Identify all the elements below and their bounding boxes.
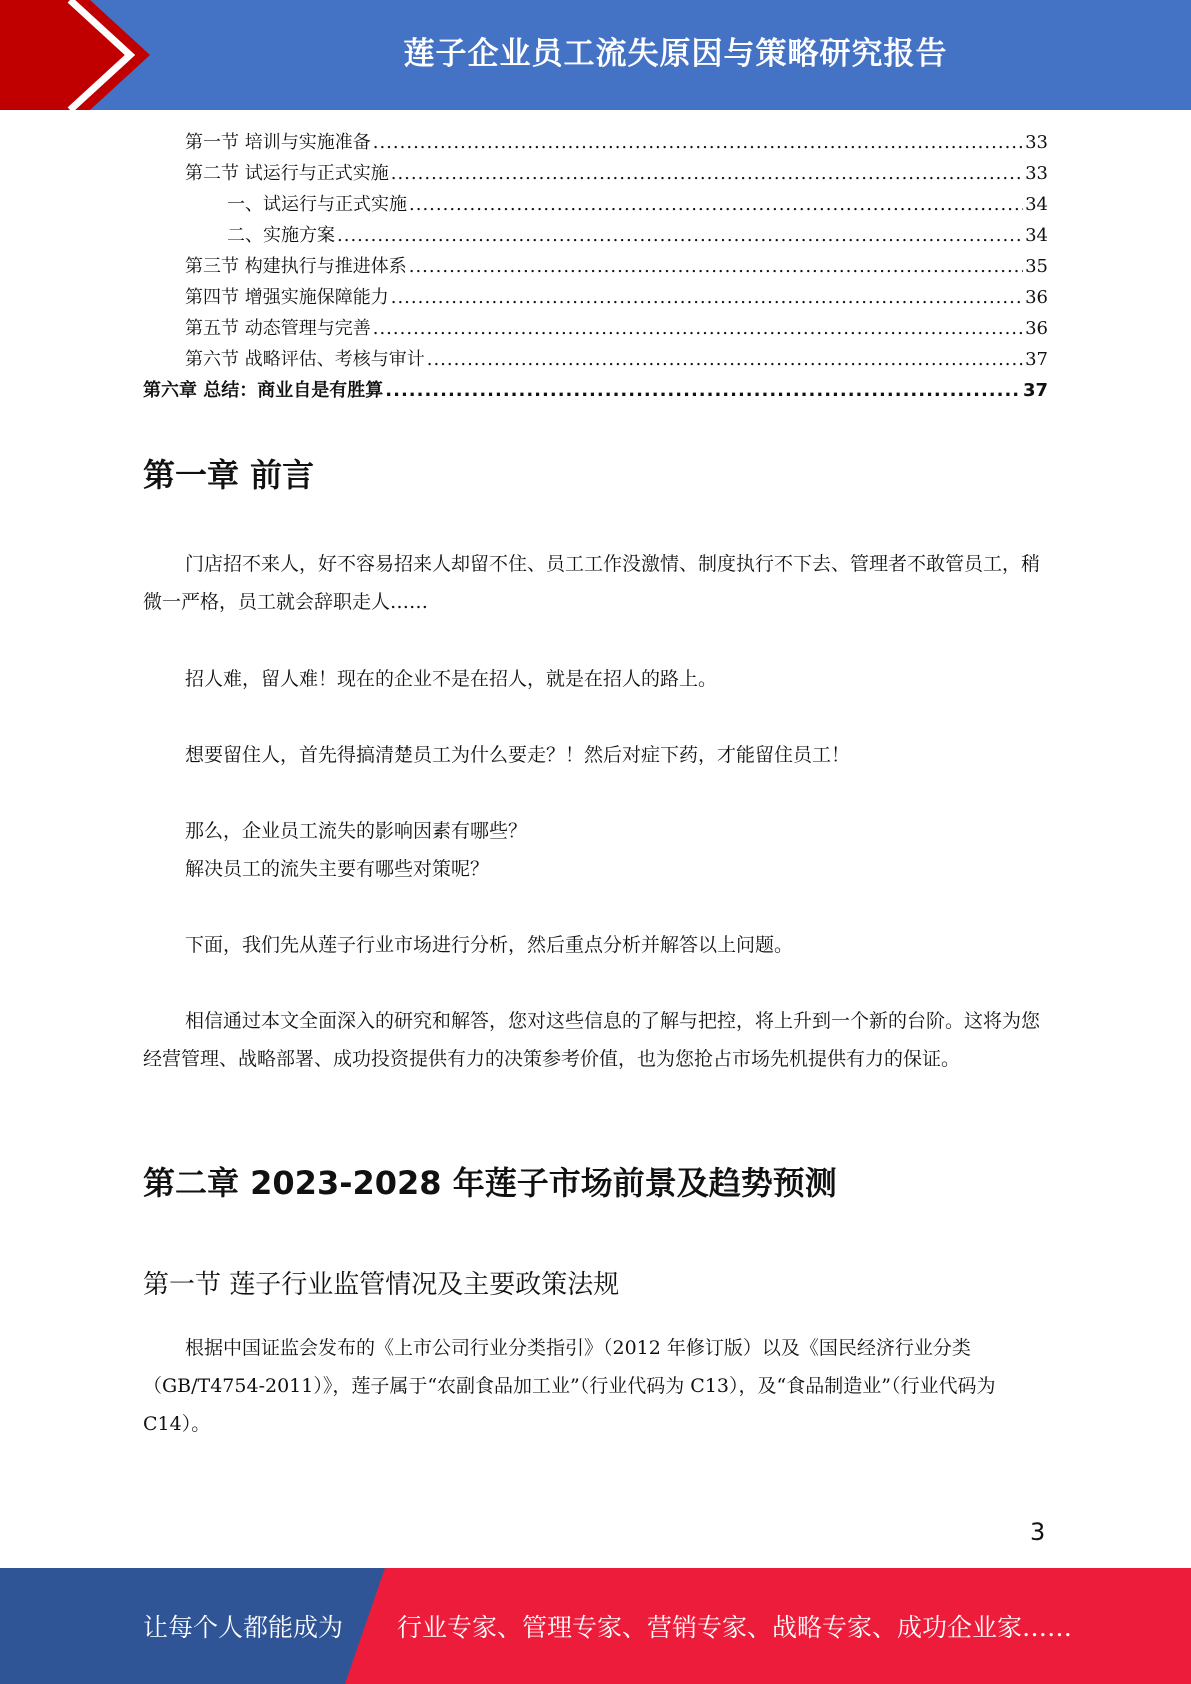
toc-leader-dots bbox=[337, 225, 1023, 246]
toc-entry-label: 一、试运行与正式实施 bbox=[227, 194, 407, 215]
toc-entry[interactable] bbox=[143, 128, 1048, 159]
toc-entry[interactable] bbox=[143, 314, 1048, 345]
toc-entry-label: 第二节 试运行与正式实施 bbox=[185, 163, 389, 184]
toc-entry-label: 第六节 战略评估、考核与审计 bbox=[185, 349, 425, 370]
toc-entry-page: 37 bbox=[1025, 349, 1048, 370]
body-paragraph: 相信通过本文全面深入的研究和解答，您对这些信息的了解与把控，将上升到一个新的台阶。这将为您经营管理、战略部署、成功投资提供有力的决策参考价值，也为您抢占市场先机提供有力的保证。 bbox=[143, 1010, 1041, 1070]
toc-entry-label: 二、实施方案 bbox=[227, 225, 335, 246]
page-footer bbox=[0, 1568, 1191, 1684]
toc-leader-dots bbox=[391, 163, 1023, 184]
toc-entry-label: 第六章 总结：商业自是有胜算 bbox=[143, 380, 384, 401]
body-paragraph: 解决员工的流失主要有哪些对策呢？ bbox=[185, 858, 490, 880]
toc-entry-label: 第一节 培训与实施准备 bbox=[185, 132, 371, 153]
toc-leader-dots bbox=[391, 287, 1023, 308]
toc-entry[interactable] bbox=[143, 159, 1048, 190]
toc-leader-dots bbox=[385, 380, 1021, 401]
body-paragraph: 下面，我们先从莲子行业市场进行分析，然后重点分析并解答以上问题。 bbox=[185, 934, 794, 956]
chapter-heading: 第一章 前言 bbox=[143, 456, 315, 494]
header-chevron-decoration bbox=[0, 0, 160, 110]
toc-entry[interactable] bbox=[143, 190, 1048, 221]
footer-slogan-right: 行业专家、管理专家、营销专家、战略专家、成功企业家…… bbox=[397, 1613, 1073, 1642]
footer-slogan-left: 让每个人都能成为 bbox=[143, 1613, 344, 1642]
toc-entry-label: 第五节 动态管理与完善 bbox=[185, 318, 371, 339]
toc-entry-page: 34 bbox=[1025, 194, 1048, 215]
section-heading: 第一节 莲子行业监管情况及主要政策法规 bbox=[143, 1270, 620, 1300]
toc-leader-dots bbox=[409, 194, 1023, 215]
toc-entry-label: 第四节 增强实施保障能力 bbox=[185, 287, 389, 308]
toc-leader-dots bbox=[373, 132, 1023, 153]
toc-entry-page: 35 bbox=[1025, 256, 1048, 277]
body-paragraph: 想要留住人，首先得搞清楚员工为什么要走？！然后对症下药，才能留住员工！ bbox=[185, 744, 851, 766]
chapter-heading: 第二章 2023-2028 年莲子市场前景及趋势预测 bbox=[143, 1164, 837, 1202]
toc-entry-page: 33 bbox=[1025, 163, 1048, 184]
toc-entry-chapter[interactable] bbox=[143, 376, 1048, 407]
body-paragraph: 门店招不来人，好不容易招来人却留不住、员工工作没激情、制度执行不下去、管理者不敢管员工，稍微一严格，员工就会辞职走人…… bbox=[143, 553, 1041, 613]
toc-entry-page: 37 bbox=[1022, 380, 1048, 401]
toc-entry[interactable] bbox=[143, 221, 1048, 252]
toc-entry[interactable] bbox=[143, 283, 1048, 314]
body-paragraph: 根据中国证监会发布的《上市公司行业分类指引》（2012 年修订版）以及《国民经济行业分类（GB/T4754-2011）》，莲子属于“农副食品加工业”（行业代码为 C13），及“食品制造业”（行业代码为 C14）。 bbox=[143, 1337, 996, 1435]
toc-entry-page: 33 bbox=[1025, 132, 1048, 153]
body-paragraph: 那么，企业员工流失的影响因素有哪些？ bbox=[185, 820, 528, 842]
table-of-contents bbox=[143, 128, 1048, 407]
toc-leader-dots bbox=[427, 349, 1023, 370]
toc-entry[interactable] bbox=[143, 345, 1048, 376]
toc-leader-dots bbox=[409, 256, 1023, 277]
toc-entry[interactable] bbox=[143, 252, 1048, 283]
page-header bbox=[0, 0, 1191, 110]
toc-entry-page: 36 bbox=[1025, 287, 1048, 308]
body-paragraph: 招人难，留人难！现在的企业不是在招人，就是在招人的路上。 bbox=[185, 668, 718, 690]
toc-leader-dots bbox=[373, 318, 1023, 339]
report-title: 莲子企业员工流失原因与策略研究报告 bbox=[403, 35, 948, 72]
page-number: 3 bbox=[1030, 1518, 1046, 1546]
toc-entry-label: 第三节 构建执行与推进体系 bbox=[185, 256, 407, 277]
toc-entry-page: 36 bbox=[1025, 318, 1048, 339]
toc-entry-page: 34 bbox=[1025, 225, 1048, 246]
